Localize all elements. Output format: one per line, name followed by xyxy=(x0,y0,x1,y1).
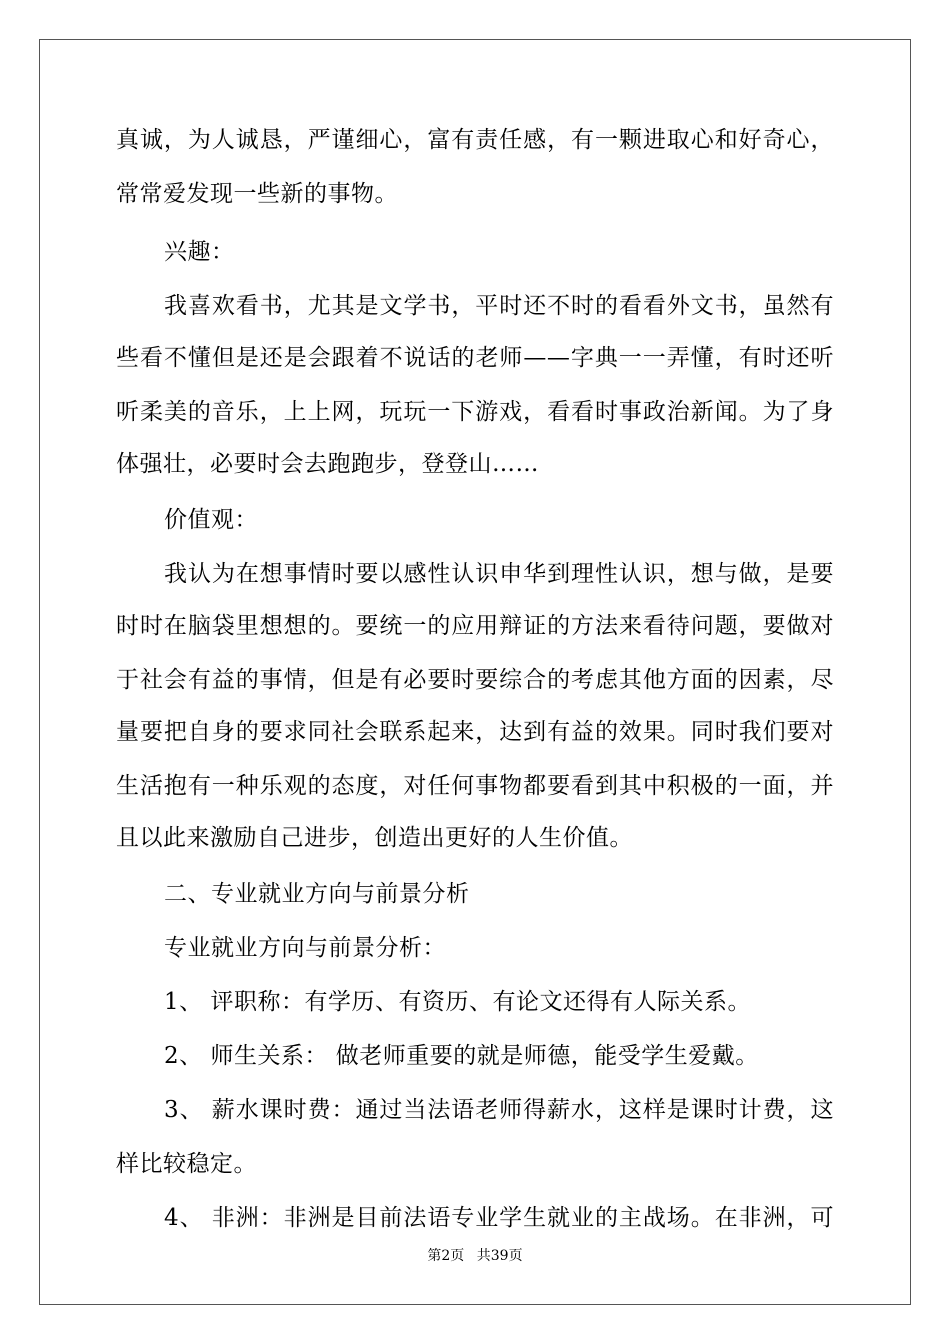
text-line: 真诚，为人诚恳，严谨细心，富有责任感，有一颗进取心和好奇心， xyxy=(116,127,834,153)
list-item: 3、 薪水课时费：通过当法语老师得薪水，这样是课时计费，这 xyxy=(164,1097,834,1123)
text-line: 时时在脑袋里想想的。要统一的应用辩证的方法来看待问题，要做对 xyxy=(116,613,834,639)
page-total: 共39页 xyxy=(476,1248,523,1264)
text-line: 听柔美的音乐，上上网，玩玩一下游戏，看看时事政治新闻。为了身 xyxy=(116,399,834,425)
page-number: 第2页 xyxy=(427,1248,465,1264)
list-item: 2、 师生关系： 做老师重要的就是师德，能受学生爱戴。 xyxy=(164,1043,759,1069)
text-line: 我认为在想事情时要以感性认识申华到理性认识，想与做，是要 xyxy=(164,561,834,587)
list-item: 4、 非洲：非洲是目前法语专业学生就业的主战场。在非洲，可 xyxy=(164,1205,834,1231)
text-line: 体强壮，必要时会去跑跑步，登登山…… xyxy=(116,451,539,477)
text-line: 常常爱发现一些新的事物。 xyxy=(116,181,398,207)
page-footer xyxy=(0,1247,950,1265)
text-line: 且以此来激励自己进步，创造出更好的人生价值。 xyxy=(116,825,633,851)
list-item: 1、 评职称：有学历、有资历、有论文还得有人际关系。 xyxy=(164,989,751,1015)
text-line: 于社会有益的事情，但是有必要时要综合的考虑其他方面的因素，尽 xyxy=(116,667,834,693)
text-line: 专业就业方向与前景分析： xyxy=(164,935,446,961)
text-line: 量要把自身的要求同社会联系起来，达到有益的效果。同时我们要对 xyxy=(116,719,834,745)
section-heading-career: 二、专业就业方向与前景分析 xyxy=(164,881,470,907)
section-heading-values: 价值观： xyxy=(164,507,258,533)
text-line: 样比较稳定。 xyxy=(116,1151,257,1177)
text-line: 些看不懂但是还是会跟着不说话的老师——字典一一弄懂，有时还听 xyxy=(116,345,834,371)
text-line: 我喜欢看书，尤其是文学书，平时还不时的看看外文书，虽然有 xyxy=(164,293,834,319)
section-heading-interests: 兴趣： xyxy=(164,239,235,265)
text-line: 生活抱有一种乐观的态度，对任何事物都要看到其中积极的一面，并 xyxy=(116,773,834,799)
